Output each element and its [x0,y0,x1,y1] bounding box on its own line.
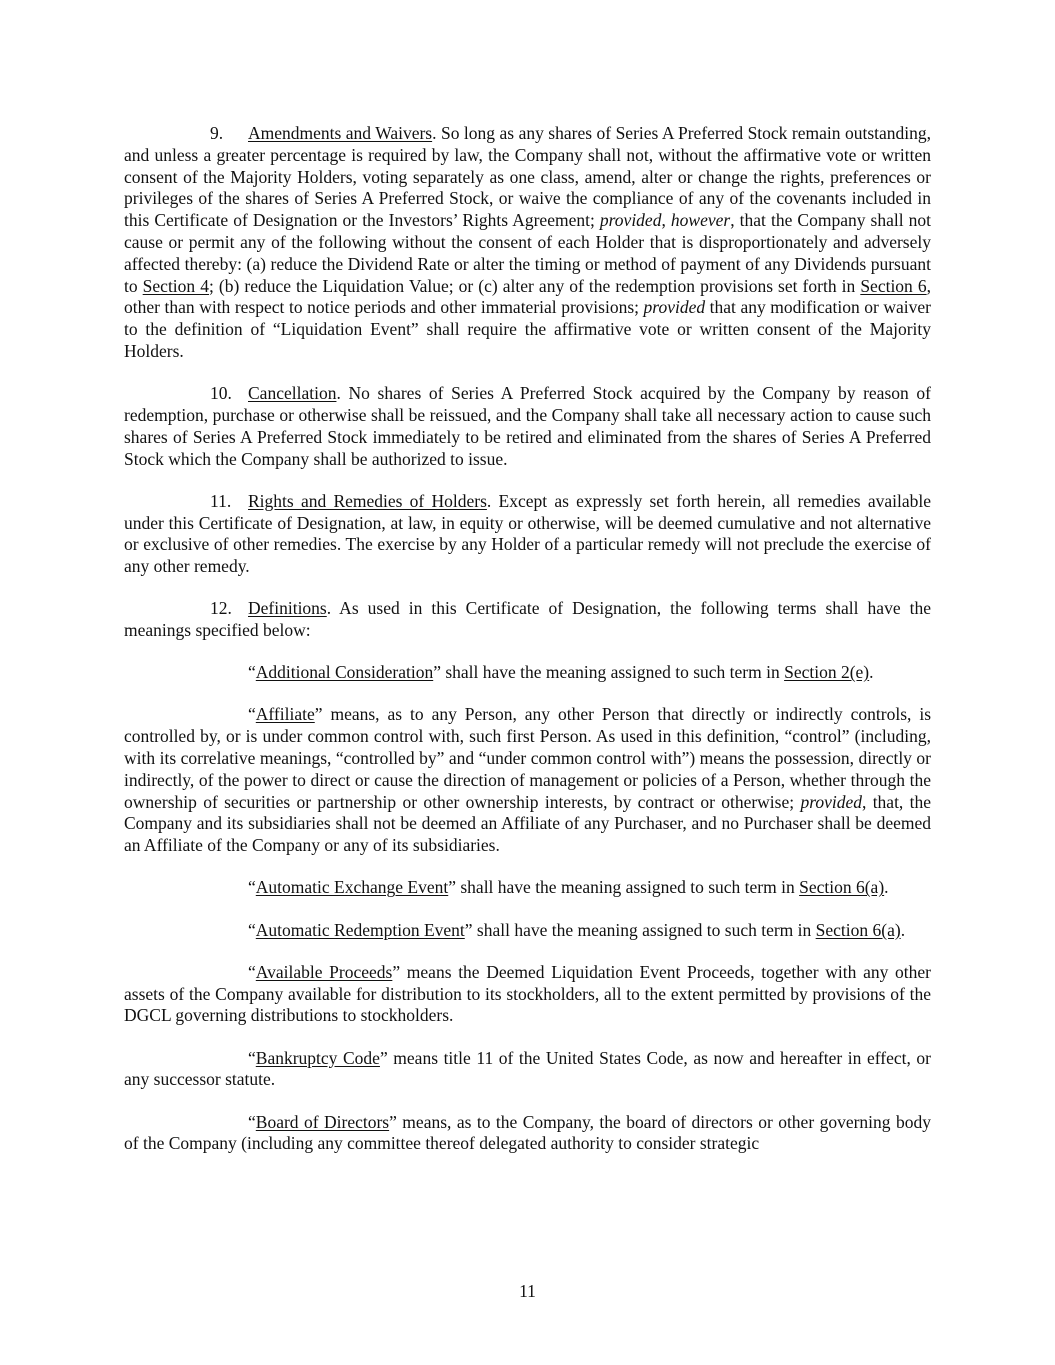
body-text: ” shall have the meaning assigned to such term in [433,662,785,683]
body-text: . [900,919,906,940]
definition-paragraph [124,1112,931,1156]
page-number: 11 [519,1281,536,1301]
body-text: , that, the Company and its subsidiaries shall not be deemed an Affiliate of any Purchaser, and no Purchaser shall be deemed an Affiliate of the Company or any of its subsidiaries. [124,791,932,856]
section-number: 12. [210,598,232,619]
definition-paragraph [124,662,931,684]
body-text: ” means the Deemed Liquidation Event Proceeds, together with any other assets of the Company available for distribution to its stockholders, all to the extent permitted by provisions of the DGCL governing distributions to stockholders. [124,961,931,1026]
defined-term: Automatic Redemption Event [255,919,465,940]
defined-term: Section 4 [142,275,209,296]
emphasis-text: provided [800,791,862,812]
body-text: “ [248,1111,256,1132]
body-text: . So long as any shares of Series A Preferred Stock remain outstanding, and unless a greater percentage is required by law, the Company shall not, without the affirmative vote or written consent of the Majority Holders, voting separately as one class, amend, alter or change the rights, preferences or privileges of the shares of Series A Preferred Stock, or waive the compliance of any of the covenants included in this Certificate of Designation or the Investors’ Rights Agreement; [124,123,931,231]
defined-term: Available Proceeds [255,961,393,982]
body-text: ” means, as to any Person, any other Person that directly or indirectly controls, is controlled by, or is under common control with, such first Person. As used in this definition, “control” (including, with its correlative meanings, “controlled by” and “under common control with”) means the possession, directly or indirectly, of the power to direct or cause the direction of management or policies of a Person, whether through the ownership of securities or partnership or other ownership interests, by contract or otherwise; [124,704,931,812]
defined-term: Board of Directors [255,1111,390,1132]
body-text: . No shares of Series A Preferred Stock acquired by the Company by reason of redemption, purchase or otherwise shall be reissued, and the Company shall take all necessary action to cause such shares of Series A Preferred Stock immediately to be retired and eliminated from the shares of Series A Preferred Stock which the Company shall be authorized to issue. [124,383,931,469]
defined-term: Section 2(e) [784,662,870,683]
defined-term: Additional Consideration [255,662,434,683]
body-text: “ [248,877,256,898]
section-number: 9. [210,123,224,143]
section-number: 11. [210,490,232,511]
defined-term: Automatic Exchange Event [255,877,449,898]
body-text: “ [248,1047,256,1068]
definition-paragraph [124,704,931,857]
definition-paragraph [124,1048,931,1092]
emphasis-text: provided [643,297,706,318]
body-text: . Except as expressly set forth herein, all remedies available under this Certificate of Designation, at law, in equity or otherwise, will be deemed cumulative and not alternative or exclusive of other remedies. The exercise by any Holder of a particular remedy will not preclude the exercise of any other remedy. [124,490,931,577]
body-text: . [884,877,889,898]
defined-term: Bankruptcy Code [255,1047,380,1068]
body-text: , that the Company shall not cause or permit any of the following without the consent of each Holder that is disproportionately and adversely affected thereby: (a) reduce the Dividend Rate or alter the timing or method of payment of any Dividends pursuant to [124,210,932,296]
body-text: “ [248,662,256,683]
defined-term: Affiliate [255,704,315,725]
defined-term: Section 6(a) [799,877,885,898]
body-text: ” shall have the meaning assigned to such term in [464,919,816,940]
section-number: 10. [210,383,232,404]
body-text: ; (b) reduce the Liquidation Value; or (c) alter any of the redemption provisions set forth in [208,275,861,296]
defined-term: Cancellation [248,383,337,404]
defined-term: Section 6(a) [815,919,901,940]
body-text: . [869,662,874,683]
body-text: that any modification or waiver to the definition of “Liquidation Event” shall require the affirmative vote or written consent of the Majority Holders. [124,297,931,361]
body-text: ” means title 11 of the United States Code, as now and hereafter in effect, or any successor statute. [124,1047,931,1090]
body-text: ” shall have the meaning assigned to such term in [448,877,800,898]
body-text: , [661,210,671,231]
document-body [124,123,931,1176]
body-text: “ [248,704,256,725]
defined-term: Definitions [248,598,327,619]
definition-paragraph [124,920,931,942]
section-paragraph [124,383,931,470]
body-text: “ [248,919,256,940]
body-text: “ [248,961,256,982]
defined-term: Rights and Remedies of Holders [248,490,487,511]
body-text: , other than with respect to notice periods and other immaterial provisions; [124,275,931,318]
section-paragraph [124,123,931,363]
defined-term: Amendments and Waivers [248,123,433,143]
section-paragraph [124,598,931,642]
definition-paragraph [124,962,931,1027]
emphasis-text: provided [599,210,662,231]
section-paragraph [124,491,931,578]
body-text: . As used in this Certificate of Designation, the following terms shall have the meanings specified below: [124,598,931,641]
definition-paragraph [124,877,931,899]
defined-term: Section 6 [860,275,927,296]
emphasis-text: however [670,210,731,231]
body-text: ” means, as to the Company, the board of directors or other governing body of the Company (including any committee thereof delegated authority to consider strategic [124,1111,931,1154]
